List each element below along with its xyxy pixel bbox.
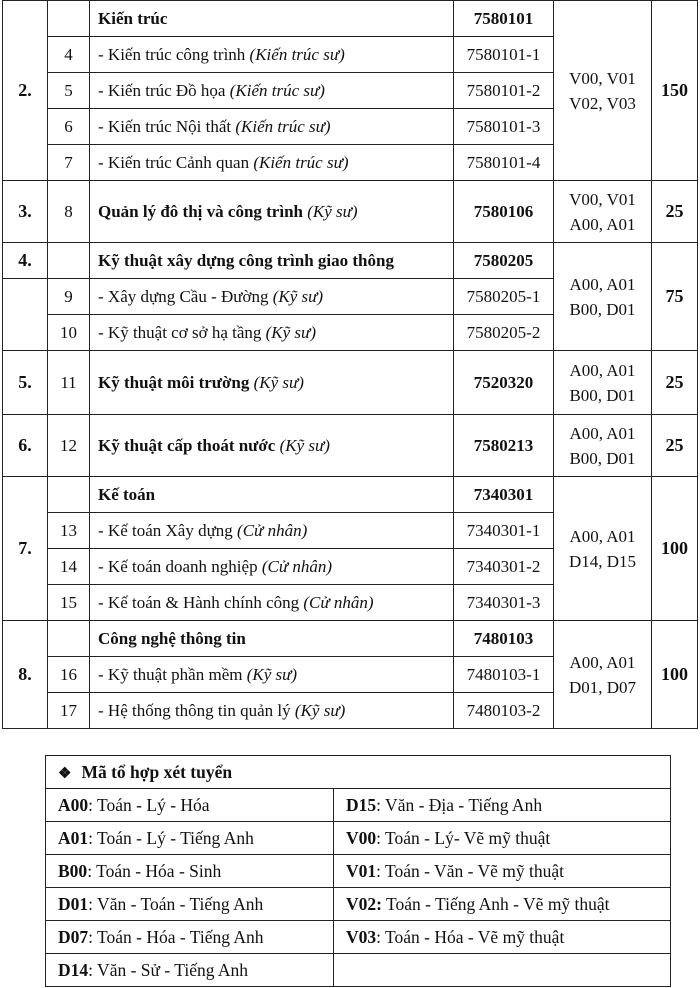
code-cell: [46, 888, 334, 921]
code-subjects: : Văn - Sử - Tiếng Anh: [88, 959, 249, 980]
group-number: 6.: [3, 415, 48, 477]
code-label: D07: [58, 926, 89, 947]
code-cell: [46, 954, 334, 987]
table-row: [3, 351, 698, 415]
majors-table: [2, 0, 698, 729]
table-row: [3, 477, 698, 513]
combo-line: V02, V03: [569, 93, 636, 113]
combo-cell: [554, 181, 652, 243]
degree: (Cử nhân): [237, 520, 308, 540]
major-name: [90, 657, 454, 693]
major-name: Kỹ thuật xây dựng công trình giao thông: [90, 243, 454, 279]
specialty-name: - Kế toán doanh nghiệp: [98, 556, 262, 576]
major-code: 7580101-3: [454, 109, 554, 145]
code-cell: [46, 822, 334, 855]
specialty-name: Kỹ thuật môi trường: [98, 372, 250, 392]
degree: (Cử nhân): [303, 592, 374, 612]
major-code: 7580205-2: [454, 315, 554, 351]
degree: (Kiến trúc sư): [253, 152, 349, 172]
combo-line: V00, V01: [569, 68, 636, 88]
combo-line: A00, A01: [569, 423, 636, 443]
code-subjects: : Toán - Lý- Vẽ mỹ thuật: [376, 827, 551, 848]
code-subjects: : Toán - Hóa - Sinh: [87, 860, 222, 881]
table-row: [46, 789, 671, 822]
code-cell: [334, 855, 671, 888]
row-number: [48, 1, 90, 37]
row-number: 15: [48, 585, 90, 621]
code-subjects: : Văn - Toán - Tiếng Anh: [88, 893, 264, 914]
code-subjects: : Văn - Địa - Tiếng Anh: [376, 794, 543, 815]
row-number: 8: [48, 181, 90, 243]
major-name: [90, 145, 454, 181]
major-name: Kế toán: [90, 477, 454, 513]
major-name: [90, 37, 454, 73]
combo-line: A00, A01: [569, 652, 636, 672]
code-subjects: : Toán - Hóa - Vẽ mỹ thuật: [376, 926, 565, 947]
major-name: [90, 315, 454, 351]
combo-line: A00, A01: [569, 274, 636, 294]
major-name: [90, 109, 454, 145]
code-cell: [334, 822, 671, 855]
major-code: 7580101-2: [454, 73, 554, 109]
combo-cell: [554, 243, 652, 351]
degree: (Kỹ sư): [272, 286, 324, 306]
row-number: 12: [48, 415, 90, 477]
major-code: 7480103-1: [454, 657, 554, 693]
major-name: Công nghệ thông tin: [90, 621, 454, 657]
combo-cell: [554, 621, 652, 729]
major-code: 7580101-4: [454, 145, 554, 181]
major-code: 7480103-2: [454, 693, 554, 729]
major-name: [90, 279, 454, 315]
group-number: 8.: [3, 621, 48, 729]
major-name: [90, 73, 454, 109]
row-number: 11: [48, 351, 90, 415]
row-number: 5: [48, 73, 90, 109]
specialty-name: Quản lý đô thị và công trình: [98, 201, 303, 221]
table-row: [46, 822, 671, 855]
major-code: 7580106: [454, 181, 554, 243]
major-name: [90, 415, 454, 477]
code-cell: [46, 921, 334, 954]
title-text: Mã tổ hợp xét tuyển: [81, 761, 233, 782]
table-row: [46, 954, 671, 987]
quota: 75: [652, 243, 698, 351]
specialty-name: - Kỹ thuật cơ sở hạ tầng: [98, 322, 266, 342]
table-row: [3, 621, 698, 657]
row-number: 4: [48, 37, 90, 73]
major-code: 7480103: [454, 621, 554, 657]
combo-line: A00, A01: [569, 526, 636, 546]
degree: (Kiến trúc sư): [249, 44, 345, 64]
specialty-name: - Kiến trúc công trình: [98, 44, 250, 64]
code-cell: [46, 855, 334, 888]
combo-line: D01, D07: [568, 677, 637, 697]
specialty-name: - Kiến trúc Cảnh quan: [98, 152, 254, 172]
combo-cell: [554, 351, 652, 415]
table-row: [46, 855, 671, 888]
table-row: [3, 1, 698, 37]
degree: (Cử nhân): [261, 556, 333, 576]
code-label: A00: [58, 794, 89, 815]
combo-line: B00, D01: [569, 299, 636, 319]
combo-line: A00, A01: [569, 214, 636, 234]
diamond-bullet-icon: ❖: [58, 765, 72, 782]
combo-cell: [554, 477, 652, 621]
row-number: 16: [48, 657, 90, 693]
code-label: V02:: [346, 893, 382, 914]
code-subjects: : Toán - Lý - Hóa: [88, 794, 210, 815]
code-label: D01: [58, 893, 89, 914]
specialty-name: - Kiến trúc Đồ họa: [98, 80, 230, 100]
quota: 25: [652, 415, 698, 477]
row-number: 13: [48, 513, 90, 549]
code-label: D14: [58, 959, 89, 980]
table-row: [46, 756, 671, 789]
specialty-name: Kỹ thuật cấp thoát nước: [98, 435, 276, 455]
major-name: [90, 513, 454, 549]
major-code: 7580213: [454, 415, 554, 477]
combo-line: B00, D01: [569, 448, 636, 468]
code-subjects: : Toán - Lý - Tiếng Anh: [88, 827, 254, 848]
degree: (Kiến trúc sư): [229, 80, 325, 100]
row-number: [48, 621, 90, 657]
degree: (Kỹ sư): [303, 201, 358, 221]
code-label: V00: [346, 827, 377, 848]
quota: 25: [652, 351, 698, 415]
degree: (Kỹ sư): [275, 435, 330, 455]
degree: (Kỹ sư): [246, 664, 298, 684]
degree: (Kỹ sư): [265, 322, 316, 342]
row-number: 6: [48, 109, 90, 145]
degree: (Kiến trúc sư): [235, 116, 331, 136]
table-row: [3, 243, 698, 279]
major-code: 7340301: [454, 477, 554, 513]
major-code: 7580205-1: [454, 279, 554, 315]
specialty-name: - Xây dựng Cầu - Đường: [98, 286, 273, 306]
table-row: [3, 181, 698, 243]
row-number: 14: [48, 549, 90, 585]
combination-codes-table: [45, 755, 671, 987]
group-number: 4.: [3, 243, 48, 279]
quota: 100: [652, 621, 698, 729]
quota: 100: [652, 477, 698, 621]
specialty-name: - Kế toán & Hành chính công: [98, 592, 304, 612]
quota: 150: [652, 1, 698, 181]
row-number: 17: [48, 693, 90, 729]
code-cell-empty: [334, 954, 671, 987]
major-code: 7580101-1: [454, 37, 554, 73]
major-name: [90, 549, 454, 585]
table-row: [46, 921, 671, 954]
specialty-name: - Hệ thống thông tin quản lý: [98, 700, 295, 720]
row-number: 9: [48, 279, 90, 315]
code-label: D15: [346, 794, 377, 815]
group-number: 3.: [3, 181, 48, 243]
quota: 25: [652, 181, 698, 243]
combination-title: [46, 756, 671, 789]
code-cell: [334, 921, 671, 954]
major-code: 7340301-3: [454, 585, 554, 621]
combo-cell: [554, 415, 652, 477]
major-name: [90, 693, 454, 729]
row-number: 10: [48, 315, 90, 351]
combo-line: D14, D15: [568, 551, 637, 571]
degree: (Kỹ sư): [249, 372, 304, 392]
table-row: [3, 415, 698, 477]
code-subjects: : Toán - Hóa - Tiếng Anh: [88, 926, 264, 947]
group-number: 5.: [3, 351, 48, 415]
code-cell: [334, 789, 671, 822]
code-subjects: : Toán - Văn - Vẽ mỹ thuật: [376, 860, 564, 881]
table-row: [46, 888, 671, 921]
code-label: V03: [346, 926, 377, 947]
major-name: [90, 351, 454, 415]
specialty-name: - Kiến trúc Nội thất: [98, 116, 236, 136]
code-label: A01: [58, 827, 89, 848]
code-subjects: Toán - Tiếng Anh - Vẽ mỹ thuật: [381, 893, 610, 914]
group-number: 7.: [3, 477, 48, 621]
combo-cell: [554, 1, 652, 181]
major-code: 7580101: [454, 1, 554, 37]
major-name: [90, 181, 454, 243]
specialty-name: - Kế toán Xây dựng: [98, 520, 238, 540]
combo-line: A00, A01: [569, 360, 636, 380]
major-code: 7340301-1: [454, 513, 554, 549]
specialty-name: - Kỹ thuật phần mềm: [98, 664, 247, 684]
major-code: 7340301-2: [454, 549, 554, 585]
row-number: [48, 243, 90, 279]
group-number-empty: [3, 279, 48, 351]
major-name: Kiến trúc: [90, 1, 454, 37]
code-label: V01: [346, 860, 377, 881]
combo-line: V00, V01: [569, 189, 636, 209]
major-name: [90, 585, 454, 621]
row-number: [48, 477, 90, 513]
combo-line: B00, D01: [569, 385, 636, 405]
major-code: 7520320: [454, 351, 554, 415]
row-number: 7: [48, 145, 90, 181]
group-number: 2.: [3, 1, 48, 181]
code-label: B00: [58, 860, 88, 881]
code-cell: [334, 888, 671, 921]
major-code: 7580205: [454, 243, 554, 279]
degree: (Kỹ sư): [294, 700, 346, 720]
code-cell: [46, 789, 334, 822]
